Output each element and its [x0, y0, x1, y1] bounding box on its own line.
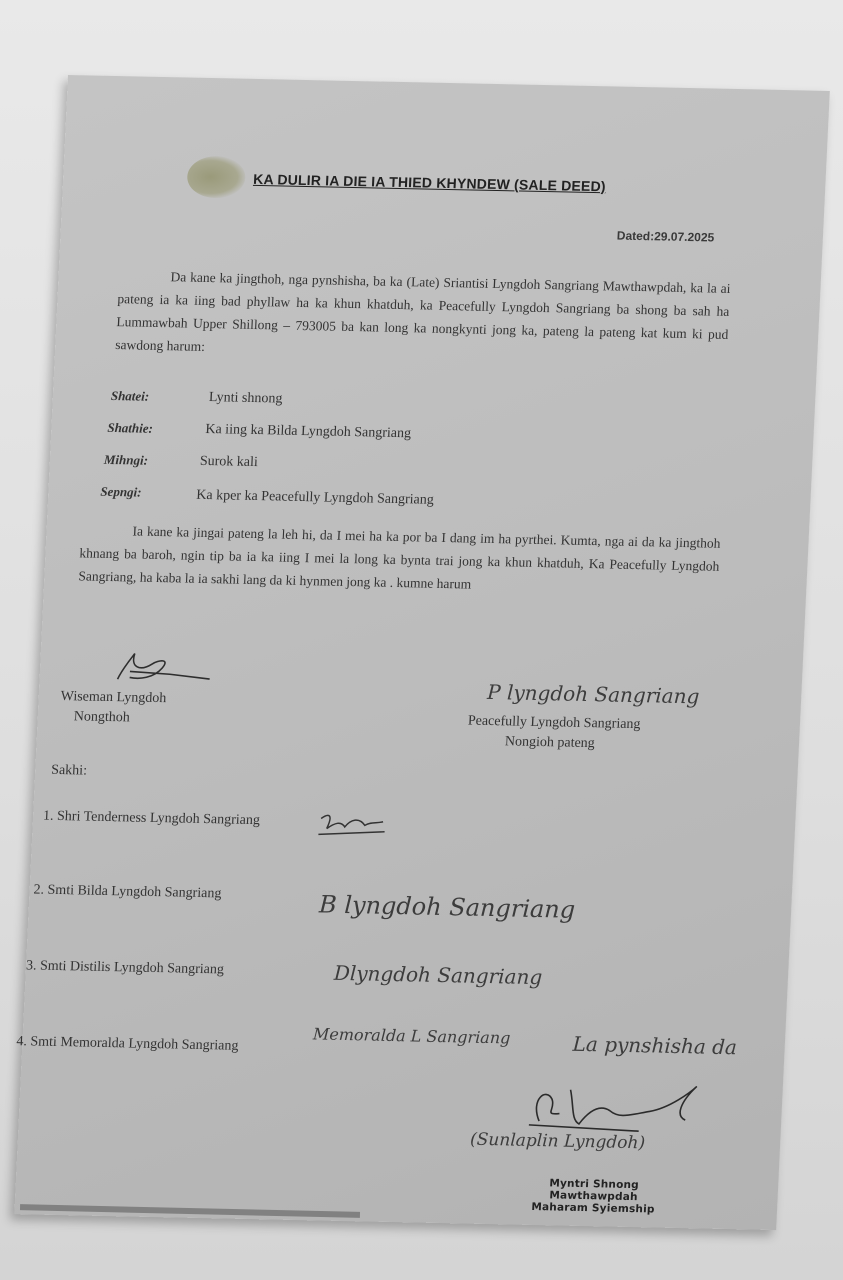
witness-1-signature-scrawl	[314, 808, 395, 840]
witnesses-heading: Sakhi:	[50, 762, 88, 779]
witness-4-signature: Memoralda L Sangriang	[312, 1024, 511, 1048]
paper-stain	[186, 156, 246, 199]
stamp-line-3: Maharam Syiemship	[531, 1200, 655, 1216]
document-date: Dated:29.07.2025	[616, 228, 715, 245]
sale-deed-document	[14, 75, 830, 1230]
signatory-right-handwriting: P lyngdoh Sangriang	[486, 679, 700, 709]
witness-3-signature: Dlyngdoh Sangriang	[333, 960, 543, 990]
signatory-right-role: Nongioh pateng	[504, 734, 596, 752]
witness-2-signature: B lyngdoh Sangriang	[318, 890, 576, 924]
witness-paragraph	[78, 518, 721, 600]
boundary-value-east: Surok kali	[199, 453, 259, 471]
stamp-line-1: Myntri Shnong	[549, 1177, 640, 1192]
headman-signature: (Sunlaplin Lyngdoh)	[469, 1129, 646, 1154]
boundary-value-west: Ka iing ka Bilda Lyngdoh Sangriang	[205, 421, 412, 442]
declaration-text: Da kane ka jingthoh, nga pynshisha, ba ka (Late) Sriantisi Lyngdoh Sangriang Mawthawpdah, ka la ai pateng ia ka iing bad phyllaw ha ka khun khatduh, ka Peacefully Lyngdoh Sangriang ba shong ba sah ha Lummawbah Upper Shillong – 793005 ba kan long ka nongkynti jong ka, pateng la pateng kat kum ki pud sawdong harum:	[114, 269, 731, 354]
headman-attestation-note: La pynshisha da	[572, 1031, 738, 1060]
boundary-label-south: Sepngi:	[100, 483, 142, 500]
boundary-label-east: Mihngi:	[103, 451, 149, 468]
document-title: KA DULIR IA DIE IA THIED KHYNDEW (SALE DEED)	[252, 170, 607, 195]
witness-1: 1. Shri Tenderness Lyngdoh Sangriang	[42, 808, 261, 829]
headman-stamp	[523, 1177, 665, 1216]
witness-paragraph-text: Ia kane ka jingai pateng la leh hi, da I mei ha ka por ba I dang im ha pyrthei. Kumta, nga ai da ka jingthoh khnang ba baroh, ngin tip ba ia ka iing I mei la long ka bynta trai jong ka khun khatduh, Ka Peacefully Lyngdoh Sangriang, ha kaba la ia sakhi lang da ki hynmen jong ka . kumne harum	[78, 523, 721, 592]
boundary-label-north: Shatei:	[110, 387, 150, 404]
stamp-line-2: Mawthawpdah	[549, 1189, 638, 1204]
boundary-value-south: Ka kper ka Peacefully Lyngdoh Sangriang	[195, 487, 435, 508]
boundary-value-north: Lynti shnong	[208, 390, 283, 407]
signatory-left-name: Wiseman Lyngdoh	[60, 688, 167, 707]
witness-4: 4. Smti Memoralda Lyngdoh Sangriang	[16, 1034, 239, 1054]
signatory-left-role: Nongthoh	[73, 709, 131, 726]
witness-2: 2. Smti Bilda Lyngdoh Sangriang	[33, 882, 222, 902]
declaration-paragraph	[115, 264, 731, 369]
wiseman-signature-scrawl	[99, 641, 221, 693]
signatory-right-name: Peacefully Lyngdoh Sangriang	[467, 713, 641, 733]
witness-3: 3. Smti Distilis Lyngdoh Sangriang	[25, 958, 225, 978]
boundary-label-west: Shathie:	[107, 419, 154, 436]
